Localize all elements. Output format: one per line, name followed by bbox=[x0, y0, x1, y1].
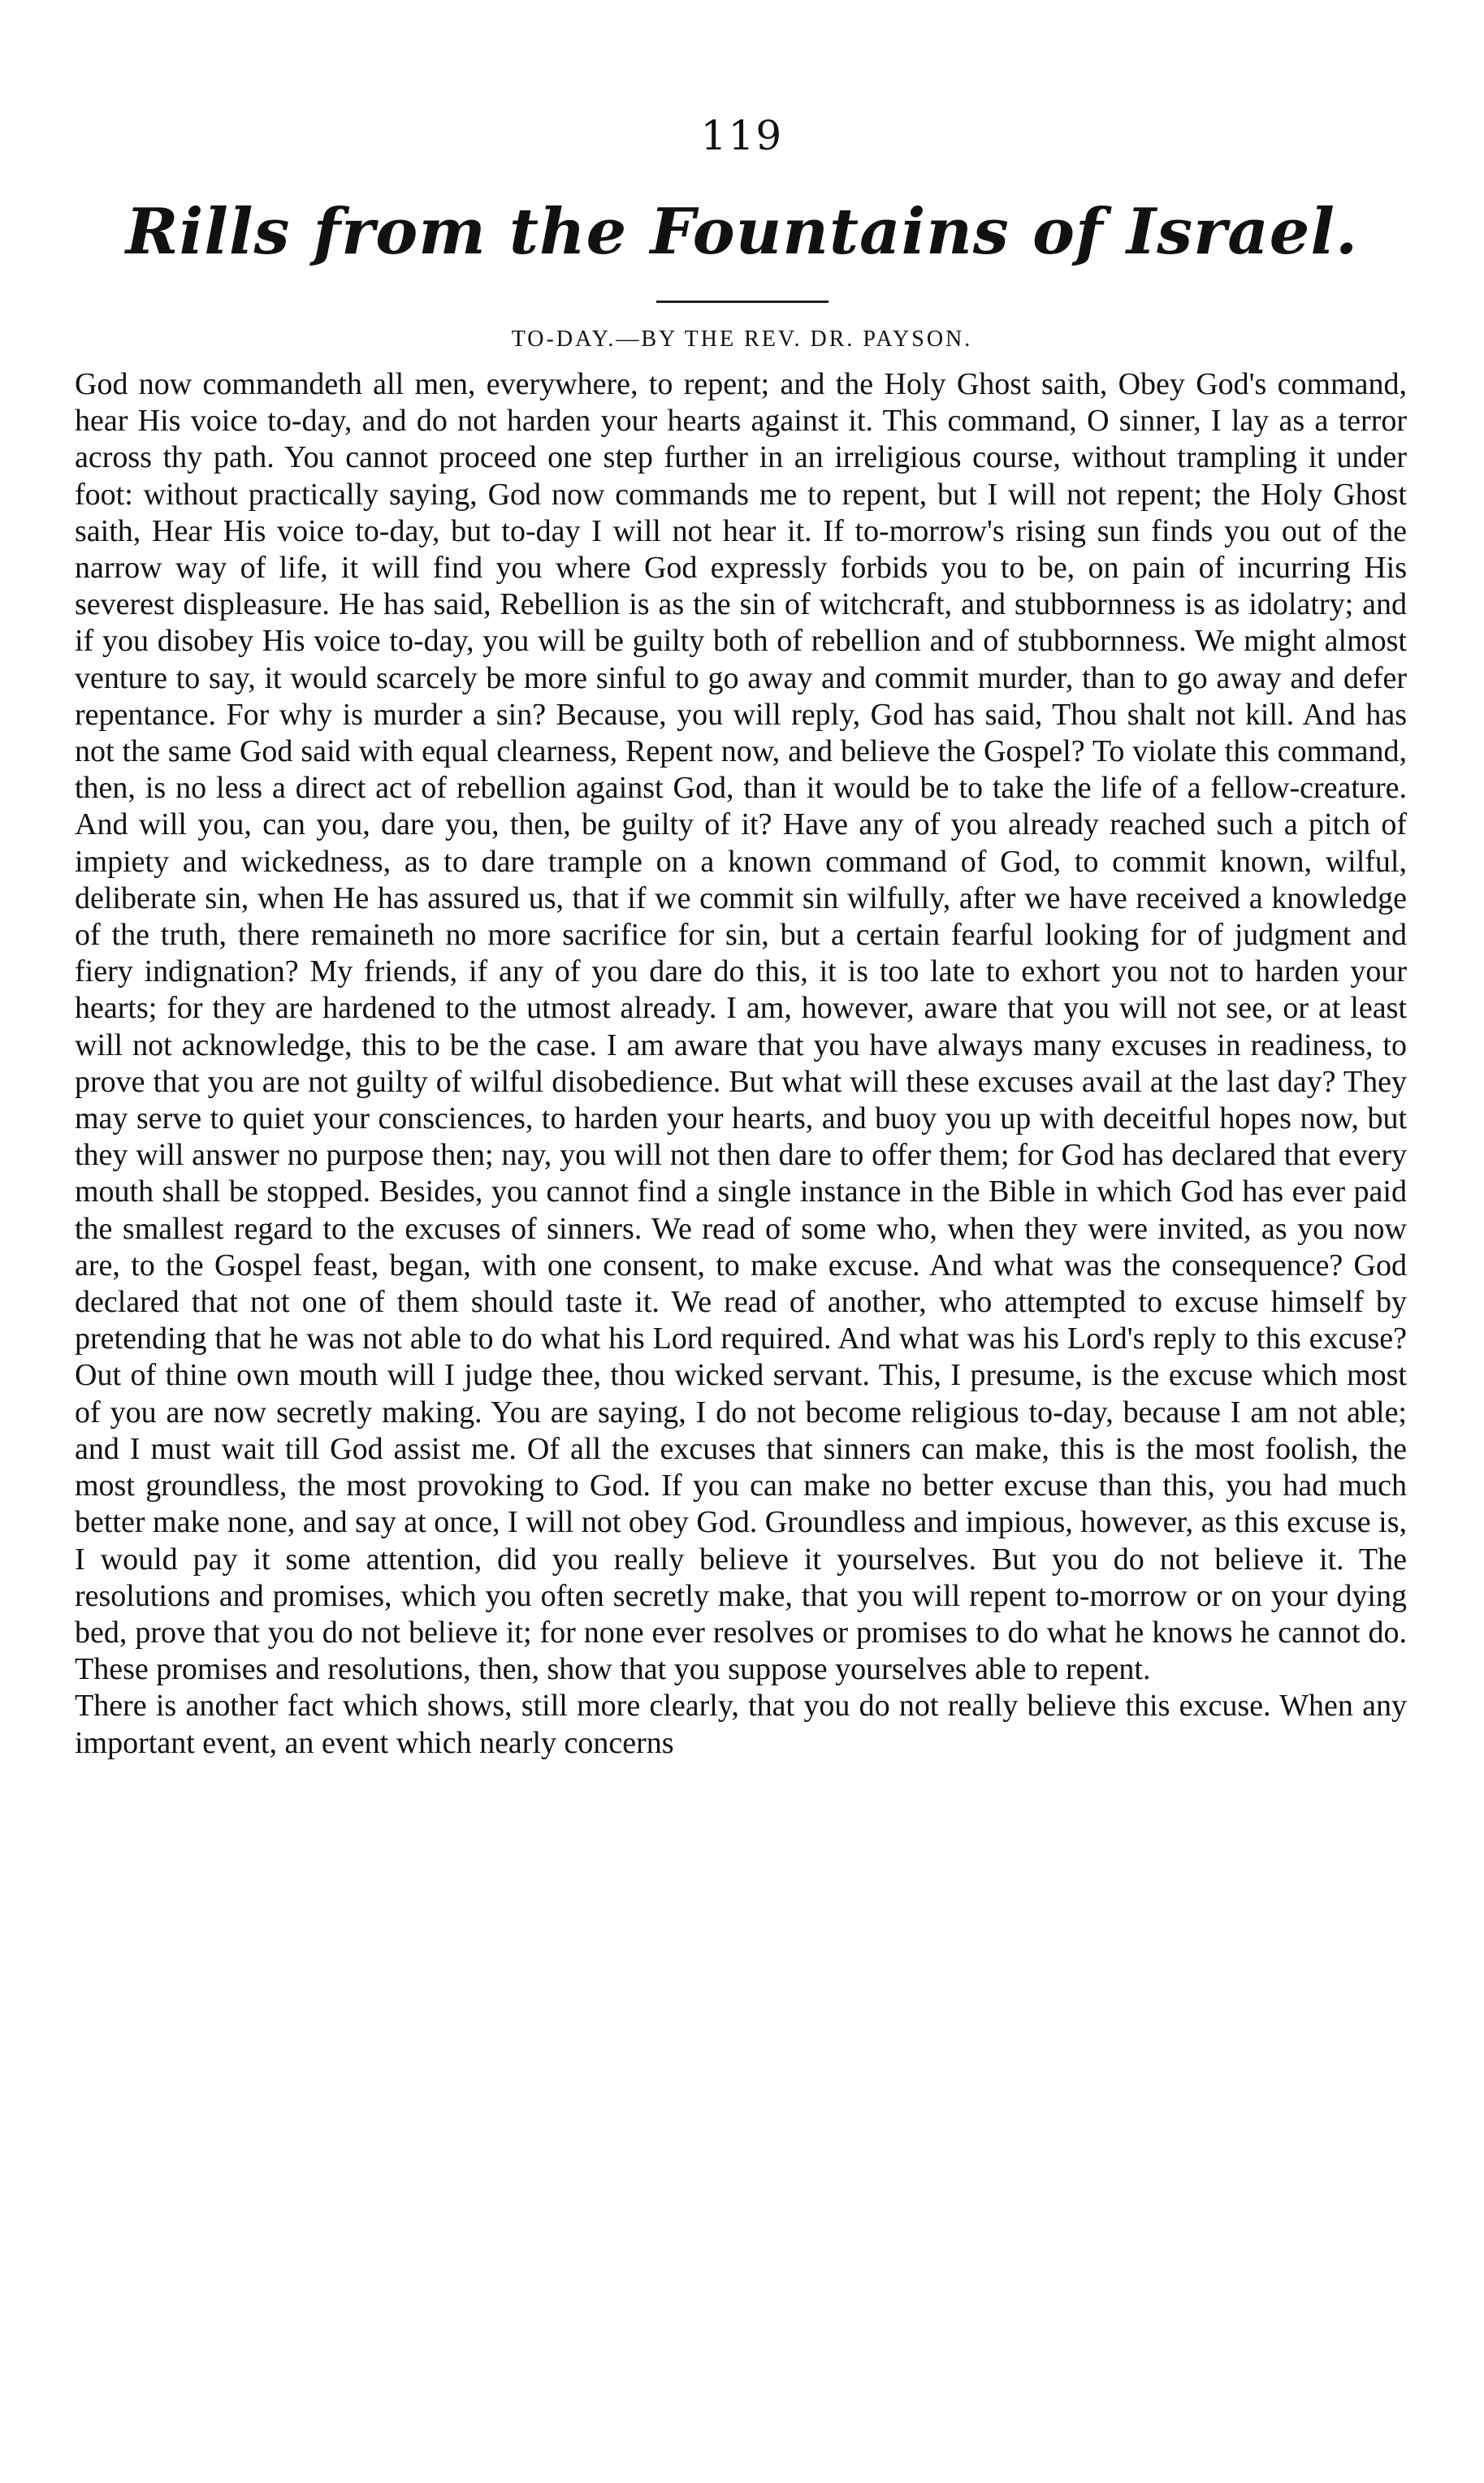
page-number: 119 bbox=[700, 112, 784, 159]
article-body bbox=[75, 366, 1407, 1762]
article-heading: TO-DAY.—BY THE REV. DR. PAYSON. bbox=[511, 327, 973, 352]
title-divider bbox=[656, 301, 829, 303]
paragraph: There is another fact which shows, still more clearly, that you do not really believe this excuse. When any important event, an event which nearly concerns bbox=[75, 1689, 1407, 1760]
page-title: Rills from the Fountains of Israel. bbox=[125, 195, 1359, 269]
paragraph: God now commandeth all men, everywhere, to repent; and the Holy Ghost saith, Obey God's command, hear His voice to-day, and do not harden your hearts against it. This command, O sinner, I lay as a terror across thy path. You cannot proceed one step further in an irreligious course, without trampling it under foot: without practically saying, God now commands me to repent, but I will not repent; the Holy Ghost saith, Hear His voice to-day, but to-day I will not hear it. If to-morrow's rising sun finds you out of the narrow way of life, it will find you where God expressly forbids you to be, on pain of incurring His severest displeasure. He has said, Rebellion is as the sin of witchcraft, and stubbornness is as idolatry; and if you disobey His voice to-day, you will be guilty both of rebellion and of stubbornness. We might almost venture to say, it would scarcely be more sinful to go away and commit murder, than to go away and defer repentance. For why is murder a sin? Because, you will reply, God has said, Thou shalt not kill. And has not the same God said with equal clearness, Repent now, and believe the Gospel? To violate this command, then, is no less a direct act of rebellion against God, than it would be to take the life of a fellow-creature. And will you, can you, dare you, then, be guilty of it? Have any of you already reached such a pitch of impiety and wickedness, as to dare trample on a known command of God, to commit known, wilful, deliberate sin, when He has assured us, that if we commit sin wilfully, after we have received a knowledge of the truth, there remaineth no more sacrifice for sin, but a certain fearful looking for of judgment and fiery indignation? My friends, if any of you dare do this, it is too late to exhort you not to harden your hearts; for they are hardened to the utmost already. I am, however, aware that you will not see, or at least will not acknowledge, this to be the case. I am aware that you have always many excuses in readiness, to prove that you are not guilty of wilful disobedience. But what will these excuses avail at the last day? They may serve to quiet your consciences, to harden your hearts, and buoy you up with deceitful hopes now, but they will answer no purpose then; nay, you will not then dare to offer them; for God has declared that every mouth shall be stopped. Besides, you cannot find a single instance in the Bible in which God has ever paid the smallest regard to the excuses of sinners. We read of some who, when they were invited, as you now are, to the Gospel feast, began, with one consent, to make excuse. And what was the consequence? God declared that not one of them should taste it. We read of another, who attempted to excuse himself by pretending that he was not able to do what his Lord required. And what was his Lord's reply to this excuse? Out of thine own mouth will I judge thee, thou wicked servant. This, I presume, is the excuse which most of you are now secretly making. You are saying, I do not become religious to-day, because I am not able; and I must wait till God assist me. Of all the excuses that sinners can make, this is the most foolish, the most groundless, the most provoking to God. If you can make no better excuse than this, you had much better make none, and say at once, I will not obey God. Groundless and impious, however, as this excuse is, I would pay it some attention, did you really believe it yourselves. But you do not believe it. The resolutions and promises, which you often secretly make, that you will repent to-morrow or on your dying bed, prove that you do not believe it; for none ever resolves or promises to do what he knows he cannot do. These promises and resolutions, then, show that you suppose yourselves able to repent. bbox=[75, 367, 1407, 1687]
